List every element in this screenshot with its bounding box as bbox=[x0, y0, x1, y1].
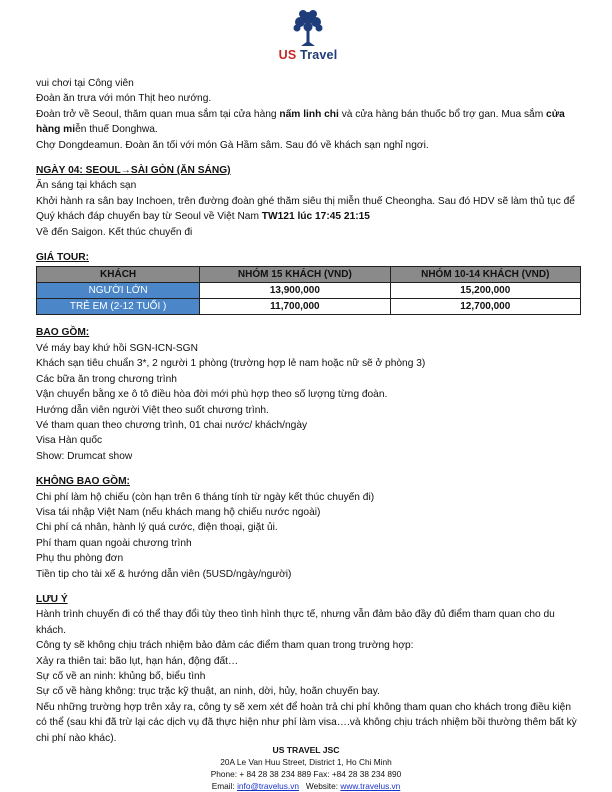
price-cell: 15,200,000 bbox=[390, 283, 580, 299]
list-item: Vận chuyển bằng xe ô tô điều hòa đời mới phù hợp theo số lượng từng đoàn. bbox=[36, 389, 388, 401]
header-cell: NHÓM 15 KHÁCH (VND) bbox=[200, 267, 390, 283]
row-label: NGƯỜI LỚN bbox=[37, 283, 200, 299]
list-item: Vé máy bay khứ hồi SGN-ICN-SGN bbox=[36, 342, 198, 354]
day4-title: NGÀY 04: SEOUL→SÀI GÒN (ĂN SÁNG) bbox=[36, 165, 231, 177]
us-travel-logo bbox=[268, 8, 348, 66]
day4-line: Về đến Saigon. Kết thúc chuyến đi bbox=[36, 226, 193, 238]
list-item: Visa Hàn quốc bbox=[36, 435, 103, 447]
list-item: Hướng dẫn viên người Việt theo suốt chương trình. bbox=[36, 404, 269, 416]
intro-line: Chợ Dongdeamun. Đoàn ăn tối với món Gà Hầm sâm. Sau đó về khách sạn nghỉ ngơi. bbox=[36, 139, 429, 151]
day4-line: Ăn sáng tại khách sạn bbox=[36, 180, 137, 192]
intro-paragraph: Đoàn trở về Seoul, thăm quan mua sắm tại cửa hàng nấm linh chi và cửa hàng bán thuốc bổ trợ gan. Mua sắm cửa hàng miễn thuế Donghwa. bbox=[36, 108, 565, 136]
footer-address: 20A Le Van Huu Street, District 1, Ho Chi Minh bbox=[220, 757, 392, 767]
logo-wordmark: US Travel bbox=[278, 48, 338, 62]
list-item: Công ty sẽ không chịu trách nhiệm bảo đảm các điểm tham quan trong trường hợp: bbox=[36, 640, 414, 652]
list-item: Phụ thu phòng đơn bbox=[36, 553, 124, 565]
list-item: Vé tham quan theo chương trình, 01 chai nước/ khách/ngày bbox=[36, 419, 308, 431]
excludes-title: KHÔNG BAO GỒM: bbox=[36, 476, 130, 488]
price-cell: 12,700,000 bbox=[390, 299, 580, 315]
list-item: Hành trình chuyến đi có thể thay đổi tùy theo tình hình thực tế, nhưng vẫn đảm bảo đầy đủ điểm tham quan cho du khách. bbox=[36, 609, 555, 636]
footer-contact: Email: info@travelus.vn Website: www.travelus.vn bbox=[211, 781, 401, 791]
list-item: Tiền tip cho tài xế & hướng dẫn viên (5USD/ngày/người) bbox=[36, 568, 292, 580]
list-item: Nếu những trường hợp trên xảy ra, công ty sẽ xem xét để hoàn trả chi phí không tham quan cho khách trong điều kiện có thể (sau khi đã trừ lại các dịch vụ đã thực hiện như phí làm visa….và không chịu trách nhiệm bồi thường thêm bất kỳ chi phí nào khác). bbox=[36, 701, 577, 744]
list-item: Khách sạn tiêu chuẩn 3*, 2 người 1 phòng (trường hợp lẻ nam hoặc nữ sẽ ở phòng 3) bbox=[36, 358, 426, 370]
list-item: Phí tham quan ngoài chương trình bbox=[36, 537, 192, 549]
table-row bbox=[37, 283, 581, 299]
price-table-header bbox=[37, 267, 581, 283]
list-item: Visa tái nhập Việt Nam (nếu khách mang hộ chiếu nước ngoài) bbox=[36, 506, 321, 518]
includes-title: BAO GỒM: bbox=[36, 327, 90, 339]
price-table bbox=[36, 266, 581, 315]
document-body bbox=[36, 76, 581, 746]
header-cell: NHÓM 10-14 KHÁCH (VND) bbox=[390, 267, 580, 283]
website-link[interactable]: www.travelus.vn bbox=[340, 781, 401, 791]
email-link[interactable]: info@travelus.vn bbox=[237, 781, 299, 791]
footer-phone: Phone: + 84 28 38 234 889 Fax: +84 28 38 234 890 bbox=[210, 769, 402, 779]
price-cell: 11,700,000 bbox=[200, 299, 390, 315]
list-item: Sự cố về an ninh: khủng bố, biểu tình bbox=[36, 671, 206, 682]
row-label: TRẺ EM (2-12 TUỔI ) bbox=[37, 299, 200, 315]
list-item: Show: Drumcat show bbox=[36, 450, 133, 462]
list-item: Xảy ra thiên tai: bão lụt, hạn hán, động đất… bbox=[36, 655, 239, 667]
list-item: Chi phí cá nhân, hành lý quá cước, điện thoại, giặt ủi. bbox=[36, 522, 278, 534]
list-item: Chi phí làm hộ chiếu (còn hạn trên 6 tháng tính từ ngày kết thúc chuyến đi) bbox=[36, 491, 375, 503]
notes-title: LƯU Ý bbox=[36, 593, 68, 605]
list-item: Các bữa ăn trong chương trình bbox=[36, 373, 177, 385]
footer-company: US TRAVEL JSC bbox=[272, 745, 340, 755]
price-cell: 13,900,000 bbox=[200, 283, 390, 299]
price-title: GIÁ TOUR: bbox=[36, 252, 90, 264]
table-row bbox=[37, 299, 581, 315]
page-footer bbox=[0, 744, 612, 792]
tree-icon bbox=[291, 8, 325, 48]
intro-line: vui chơi tại Công viên bbox=[36, 78, 134, 89]
header-cell: KHÁCH bbox=[37, 267, 200, 283]
list-item: Sự cố về hàng không: trục trặc kỹ thuật, an ninh, dời, hủy, hoãn chuyến bay. bbox=[36, 686, 380, 698]
day4-paragraph: Khởi hành ra sân bay Inchoen, trên đường đoàn ghé thăm siêu thị miễn thuế Cheongha. Sau đó HDV sẽ làm thủ tục để Quý khách đáp chuyến bay từ Seoul về Việt Nam TW121 lúc 17:45 21:15 bbox=[36, 195, 575, 223]
intro-line: Đoàn ăn trưa với món Thịt heo nướng. bbox=[36, 93, 212, 105]
